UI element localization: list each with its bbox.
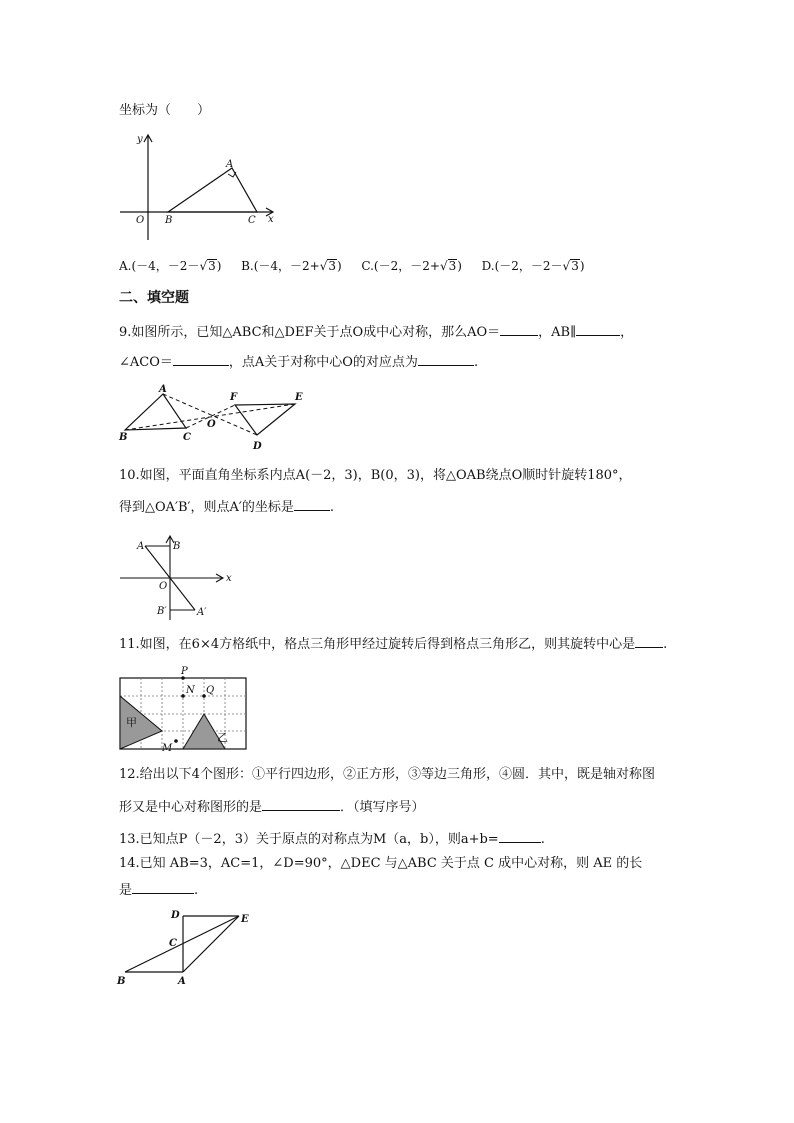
q10-fig-b: B	[173, 541, 181, 552]
q11-fig-m: M	[162, 743, 173, 754]
q9-figure	[115, 383, 315, 455]
q10-fig-o: O	[159, 581, 168, 592]
q8-option-d: D.(－2，－2－√3)	[481, 259, 585, 273]
q10-line1: 10.如图，平面直角坐标系内点A(－2，3)，B(0，3)，将△OAB绕点O顺时针旋转180°，	[119, 468, 632, 483]
q8-option-c: C.(－2，－2+√3)	[361, 259, 462, 273]
q9-fig-e: E	[295, 392, 303, 403]
q8-option-b: B.(－4，－2+√3)	[241, 259, 342, 273]
q11-fig-yi: 乙	[217, 731, 228, 744]
q9-fig-f: F	[230, 392, 238, 403]
q10-figure	[115, 528, 240, 623]
q11-fig-p: P	[181, 666, 188, 677]
q10-fig-b2: B′	[157, 606, 167, 617]
q10-fig-a: A	[137, 541, 145, 552]
q11-fig-n: N	[186, 685, 195, 696]
q14-line1: 14.已知 AB=3，AC=1，∠D=90°，△DEC 与△ABC 关于点 C 成中心对称，则 AE 的长	[119, 856, 643, 871]
q9-fig-o: O	[207, 419, 216, 430]
q8-options	[119, 258, 585, 274]
q8-figure	[115, 130, 285, 245]
section-title: 二、填空题	[119, 290, 189, 306]
q8-fig-c: C	[248, 215, 256, 226]
q14-fig-b: B	[117, 976, 126, 987]
q8-fig-b: B	[165, 215, 173, 226]
q9-fig-b: B	[119, 432, 128, 443]
q8-option-a: A.(－4，－2－√3)	[119, 259, 222, 273]
q10-line2: 得到△OA′B′，则点A′的坐标是 .	[119, 500, 334, 515]
q9-fig-c: C	[183, 432, 191, 443]
q12-line1: 12.给出以下4个图形：①平行四边形，②正方形，③等边三角形，④圆．其中，既是轴对称图	[119, 767, 655, 782]
q14-fig-c: C	[169, 938, 177, 949]
q12-line2: 形又是中心对称图形的是 ．（填写序号）	[119, 800, 425, 815]
q11-grid-figure	[118, 662, 250, 754]
q9-fig-d: D	[253, 441, 262, 452]
q9-fig-a: A	[159, 384, 167, 395]
q11-fig-jia: 甲	[126, 716, 137, 729]
q13-line1: 13.已知点P（－2，3）关于原点的对称点为M（a，b），则a+b= .	[119, 832, 545, 847]
q14-fig-e: E	[241, 914, 249, 925]
q14-figure	[115, 906, 255, 990]
q14-fig-d: D	[171, 910, 180, 921]
q11-line1: 11.如图，在6×4方格纸中，格点三角形甲经过旋转后得到格点三角形乙，则其旋转中心是 .	[119, 637, 668, 652]
q8-fig-y: y	[137, 134, 143, 145]
q8-tail: 坐标为（ ）	[119, 103, 211, 118]
q10-fig-x: x	[226, 573, 232, 584]
q10-fig-a2: A′	[197, 607, 207, 618]
q8-fig-x: x	[268, 214, 274, 225]
q9-line1: 9.如图所示，已知△ABC和△DEF关于点O成中心对称，那么AO＝ ，AB∥ ，	[119, 325, 634, 340]
q9-line2: ∠ACO＝ ，点A关于对称中心O的对应点为 .	[119, 355, 479, 370]
q8-fig-a: A	[226, 159, 234, 170]
q14-fig-a: A	[178, 976, 186, 987]
q11-fig-q: Q	[206, 685, 215, 696]
q14-line2: 是 .	[119, 883, 199, 898]
q8-fig-o: O	[136, 215, 145, 226]
